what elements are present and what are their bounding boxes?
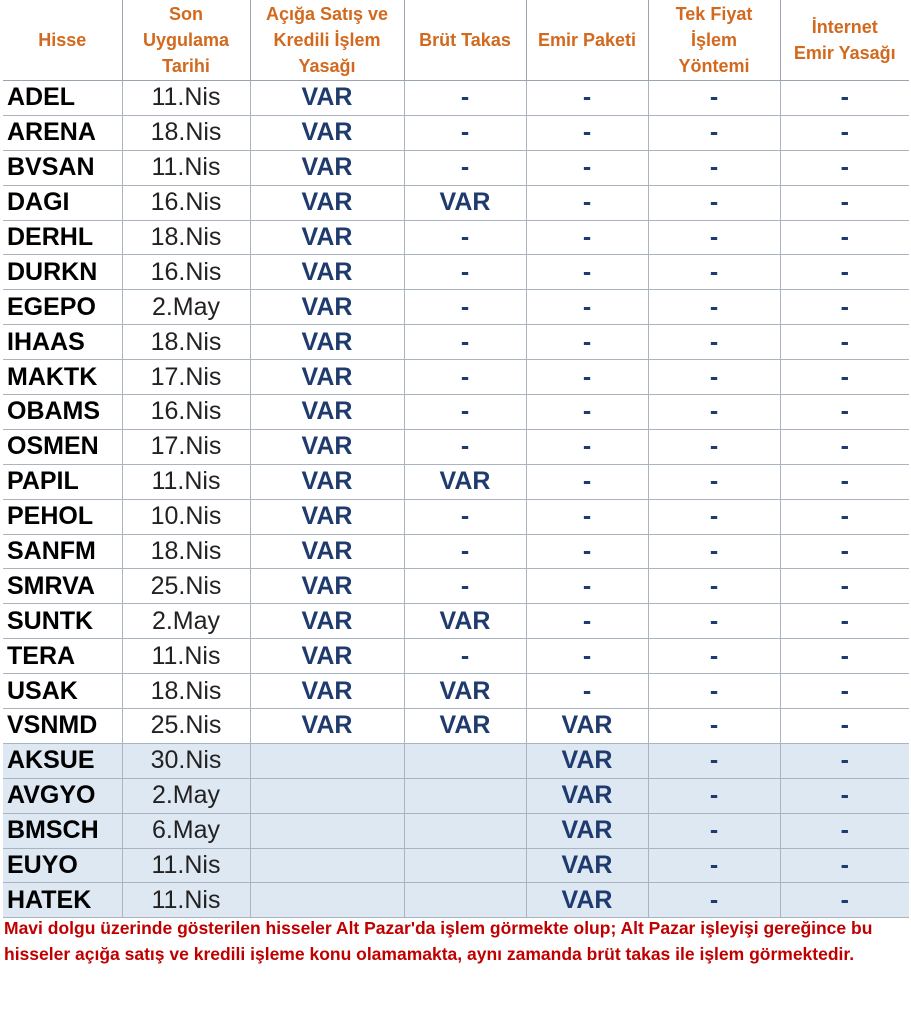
cell-internet-emir: - xyxy=(780,848,909,883)
cell-internet-emir: - xyxy=(780,360,909,395)
cell-tarih: 18.Nis xyxy=(122,115,250,150)
header-internet-emir-yasagi: İnternet Emir Yasağı xyxy=(780,0,909,81)
cell-hisse: PEHOL xyxy=(3,499,122,534)
cell-brut-takas xyxy=(404,778,526,813)
cell-tarih: 18.Nis xyxy=(122,220,250,255)
cell-tarih: 25.Nis xyxy=(122,569,250,604)
cell-emir-paketi: VAR xyxy=(526,778,648,813)
cell-emir-paketi: - xyxy=(526,185,648,220)
cell-emir-paketi: - xyxy=(526,220,648,255)
cell-brut-takas: - xyxy=(404,325,526,360)
cell-internet-emir: - xyxy=(780,569,909,604)
table-row xyxy=(3,290,909,325)
table-row xyxy=(3,325,909,360)
cell-tek-fiyat: - xyxy=(648,220,780,255)
cell-brut-takas xyxy=(404,848,526,883)
cell-internet-emir: - xyxy=(780,185,909,220)
cell-tarih: 18.Nis xyxy=(122,674,250,709)
cell-internet-emir: - xyxy=(780,778,909,813)
cell-tarih: 2.May xyxy=(122,778,250,813)
cell-brut-takas: - xyxy=(404,115,526,150)
cell-brut-takas xyxy=(404,743,526,778)
cell-hisse: BMSCH xyxy=(3,813,122,848)
cell-emir-paketi: - xyxy=(526,150,648,185)
cell-hisse: ADEL xyxy=(3,81,122,116)
cell-aciga-satis: VAR xyxy=(250,464,404,499)
cell-brut-takas xyxy=(404,883,526,918)
cell-tek-fiyat: - xyxy=(648,185,780,220)
cell-aciga-satis xyxy=(250,778,404,813)
cell-hisse: DERHL xyxy=(3,220,122,255)
cell-emir-paketi: - xyxy=(526,360,648,395)
table-row xyxy=(3,81,909,116)
cell-internet-emir: - xyxy=(780,290,909,325)
cell-emir-paketi: VAR xyxy=(526,743,648,778)
cell-internet-emir: - xyxy=(780,395,909,430)
cell-hisse: DURKN xyxy=(3,255,122,290)
cell-emir-paketi: - xyxy=(526,569,648,604)
cell-internet-emir: - xyxy=(780,255,909,290)
cell-emir-paketi: - xyxy=(526,534,648,569)
cell-hisse: TERA xyxy=(3,639,122,674)
cell-hisse: MAKTK xyxy=(3,360,122,395)
cell-hisse: BVSAN xyxy=(3,150,122,185)
cell-hisse: DAGI xyxy=(3,185,122,220)
cell-emir-paketi: - xyxy=(526,464,648,499)
table-row xyxy=(3,674,909,709)
cell-tek-fiyat: - xyxy=(648,325,780,360)
cell-brut-takas: - xyxy=(404,360,526,395)
table-row xyxy=(3,185,909,220)
cell-aciga-satis: VAR xyxy=(250,709,404,744)
cell-aciga-satis: VAR xyxy=(250,360,404,395)
cell-emir-paketi: - xyxy=(526,290,648,325)
cell-internet-emir: - xyxy=(780,604,909,639)
cell-tarih: 17.Nis xyxy=(122,360,250,395)
cell-aciga-satis xyxy=(250,848,404,883)
cell-internet-emir: - xyxy=(780,743,909,778)
cell-brut-takas: VAR xyxy=(404,604,526,639)
cell-emir-paketi: VAR xyxy=(526,813,648,848)
table-row xyxy=(3,499,909,534)
header-brut-takas: Brüt Takas xyxy=(404,0,526,81)
cell-aciga-satis: VAR xyxy=(250,220,404,255)
cell-tek-fiyat: - xyxy=(648,534,780,569)
cell-internet-emir: - xyxy=(780,883,909,918)
cell-hisse: HATEK xyxy=(3,883,122,918)
cell-internet-emir: - xyxy=(780,813,909,848)
cell-tek-fiyat: - xyxy=(648,395,780,430)
cell-emir-paketi: VAR xyxy=(526,848,648,883)
cell-hisse: EUYO xyxy=(3,848,122,883)
table-row xyxy=(3,709,909,744)
header-row xyxy=(3,0,909,81)
cell-emir-paketi: - xyxy=(526,325,648,360)
cell-tarih: 17.Nis xyxy=(122,429,250,464)
cell-hisse: SMRVA xyxy=(3,569,122,604)
header-aciga-satis-yasagi: Açığa Satış ve Kredili İşlem Yasağı xyxy=(250,0,404,81)
cell-tarih: 18.Nis xyxy=(122,534,250,569)
cell-hisse: AKSUE xyxy=(3,743,122,778)
cell-tarih: 2.May xyxy=(122,290,250,325)
cell-internet-emir: - xyxy=(780,150,909,185)
cell-internet-emir: - xyxy=(780,220,909,255)
cell-tek-fiyat: - xyxy=(648,150,780,185)
cell-tarih: 11.Nis xyxy=(122,150,250,185)
table-row xyxy=(3,743,909,778)
cell-brut-takas: - xyxy=(404,569,526,604)
cell-tek-fiyat: - xyxy=(648,81,780,116)
header-tek-fiyat-islem-yontemi: Tek Fiyat İşlem Yöntemi xyxy=(648,0,780,81)
cell-tarih: 10.Nis xyxy=(122,499,250,534)
cell-aciga-satis: VAR xyxy=(250,534,404,569)
cell-aciga-satis: VAR xyxy=(250,185,404,220)
cell-internet-emir: - xyxy=(780,534,909,569)
cell-emir-paketi: VAR xyxy=(526,883,648,918)
cell-brut-takas: VAR xyxy=(404,674,526,709)
cell-internet-emir: - xyxy=(780,325,909,360)
cell-tek-fiyat: - xyxy=(648,848,780,883)
cell-tek-fiyat: - xyxy=(648,813,780,848)
cell-tarih: 25.Nis xyxy=(122,709,250,744)
cell-hisse: IHAAS xyxy=(3,325,122,360)
cell-tarih: 16.Nis xyxy=(122,395,250,430)
cell-tek-fiyat: - xyxy=(648,778,780,813)
table-row xyxy=(3,220,909,255)
cell-aciga-satis xyxy=(250,883,404,918)
header-hisse: Hisse xyxy=(3,0,122,81)
cell-brut-takas xyxy=(404,813,526,848)
cell-hisse: USAK xyxy=(3,674,122,709)
cell-brut-takas: VAR xyxy=(404,709,526,744)
cell-hisse: OSMEN xyxy=(3,429,122,464)
table-row xyxy=(3,604,909,639)
cell-brut-takas: - xyxy=(404,639,526,674)
table-row xyxy=(3,848,909,883)
cell-brut-takas: - xyxy=(404,220,526,255)
cell-aciga-satis: VAR xyxy=(250,499,404,534)
cell-emir-paketi: - xyxy=(526,604,648,639)
cell-brut-takas: - xyxy=(404,255,526,290)
cell-hisse: EGEPO xyxy=(3,290,122,325)
cell-tek-fiyat: - xyxy=(648,429,780,464)
cell-tek-fiyat: - xyxy=(648,743,780,778)
cell-brut-takas: - xyxy=(404,429,526,464)
cell-aciga-satis: VAR xyxy=(250,255,404,290)
cell-aciga-satis: VAR xyxy=(250,604,404,639)
cell-tarih: 11.Nis xyxy=(122,81,250,116)
table-row xyxy=(3,360,909,395)
cell-internet-emir: - xyxy=(780,464,909,499)
cell-aciga-satis: VAR xyxy=(250,429,404,464)
alt-pazar-note: Mavi dolgu üzerinde gösterilen hisseler Alt Pazar'da işlem görmekte olup; Alt Pazar işleyişi gereğince bu hisseler açığa satış ve kredili işleme konu olamamakta, aynı zamanda brüt takas ile işlem görmektedir. xyxy=(4,918,873,964)
cell-aciga-satis: VAR xyxy=(250,150,404,185)
cell-emir-paketi: - xyxy=(526,255,648,290)
cell-aciga-satis: VAR xyxy=(250,639,404,674)
cell-tek-fiyat: - xyxy=(648,883,780,918)
table-row xyxy=(3,778,909,813)
cell-tarih: 2.May xyxy=(122,604,250,639)
cell-tek-fiyat: - xyxy=(648,709,780,744)
cell-brut-takas: VAR xyxy=(404,464,526,499)
table-row xyxy=(3,150,909,185)
cell-tek-fiyat: - xyxy=(648,290,780,325)
cell-internet-emir: - xyxy=(780,115,909,150)
cell-hisse: SUNTK xyxy=(3,604,122,639)
table-row xyxy=(3,813,909,848)
restrictions-table xyxy=(3,0,909,918)
cell-hisse: ARENA xyxy=(3,115,122,150)
cell-tarih: 16.Nis xyxy=(122,185,250,220)
cell-tek-fiyat: - xyxy=(648,639,780,674)
cell-tarih: 11.Nis xyxy=(122,639,250,674)
cell-tarih: 11.Nis xyxy=(122,464,250,499)
cell-tek-fiyat: - xyxy=(648,255,780,290)
cell-emir-paketi: - xyxy=(526,674,648,709)
cell-aciga-satis: VAR xyxy=(250,290,404,325)
cell-tek-fiyat: - xyxy=(648,499,780,534)
cell-emir-paketi: VAR xyxy=(526,709,648,744)
header-son-uygulama-tarihi: Son Uygulama Tarihi xyxy=(122,0,250,81)
header-emir-paketi: Emir Paketi xyxy=(526,0,648,81)
cell-aciga-satis: VAR xyxy=(250,674,404,709)
cell-emir-paketi: - xyxy=(526,499,648,534)
cell-tek-fiyat: - xyxy=(648,360,780,395)
cell-hisse: VSNMD xyxy=(3,709,122,744)
cell-brut-takas: - xyxy=(404,81,526,116)
cell-emir-paketi: - xyxy=(526,429,648,464)
cell-aciga-satis: VAR xyxy=(250,569,404,604)
table-row xyxy=(3,639,909,674)
cell-brut-takas: VAR xyxy=(404,185,526,220)
table-row xyxy=(3,395,909,430)
cell-brut-takas: - xyxy=(404,395,526,430)
cell-emir-paketi: - xyxy=(526,81,648,116)
cell-hisse: SANFM xyxy=(3,534,122,569)
cell-internet-emir: - xyxy=(780,499,909,534)
table-row xyxy=(3,429,909,464)
cell-brut-takas: - xyxy=(404,290,526,325)
cell-emir-paketi: - xyxy=(526,639,648,674)
cell-tarih: 11.Nis xyxy=(122,883,250,918)
table-row xyxy=(3,883,909,918)
table-row xyxy=(3,464,909,499)
cell-aciga-satis xyxy=(250,813,404,848)
cell-aciga-satis xyxy=(250,743,404,778)
cell-brut-takas: - xyxy=(404,150,526,185)
cell-brut-takas: - xyxy=(404,499,526,534)
table-row xyxy=(3,115,909,150)
cell-tarih: 18.Nis xyxy=(122,325,250,360)
cell-tek-fiyat: - xyxy=(648,569,780,604)
cell-brut-takas: - xyxy=(404,534,526,569)
table-row xyxy=(3,569,909,604)
table-row xyxy=(3,534,909,569)
cell-tek-fiyat: - xyxy=(648,464,780,499)
cell-aciga-satis: VAR xyxy=(250,325,404,360)
cell-emir-paketi: - xyxy=(526,395,648,430)
cell-tarih: 30.Nis xyxy=(122,743,250,778)
cell-internet-emir: - xyxy=(780,429,909,464)
cell-tarih: 11.Nis xyxy=(122,848,250,883)
cell-tarih: 6.May xyxy=(122,813,250,848)
cell-internet-emir: - xyxy=(780,709,909,744)
cell-internet-emir: - xyxy=(780,639,909,674)
cell-hisse: PAPIL xyxy=(3,464,122,499)
cell-hisse: AVGYO xyxy=(3,778,122,813)
cell-aciga-satis: VAR xyxy=(250,115,404,150)
cell-tek-fiyat: - xyxy=(648,604,780,639)
cell-emir-paketi: - xyxy=(526,115,648,150)
cell-internet-emir: - xyxy=(780,81,909,116)
cell-internet-emir: - xyxy=(780,674,909,709)
cell-tek-fiyat: - xyxy=(648,674,780,709)
cell-tarih: 16.Nis xyxy=(122,255,250,290)
cell-aciga-satis: VAR xyxy=(250,81,404,116)
table-row xyxy=(3,255,909,290)
cell-aciga-satis: VAR xyxy=(250,395,404,430)
cell-hisse: OBAMS xyxy=(3,395,122,430)
cell-tek-fiyat: - xyxy=(648,115,780,150)
